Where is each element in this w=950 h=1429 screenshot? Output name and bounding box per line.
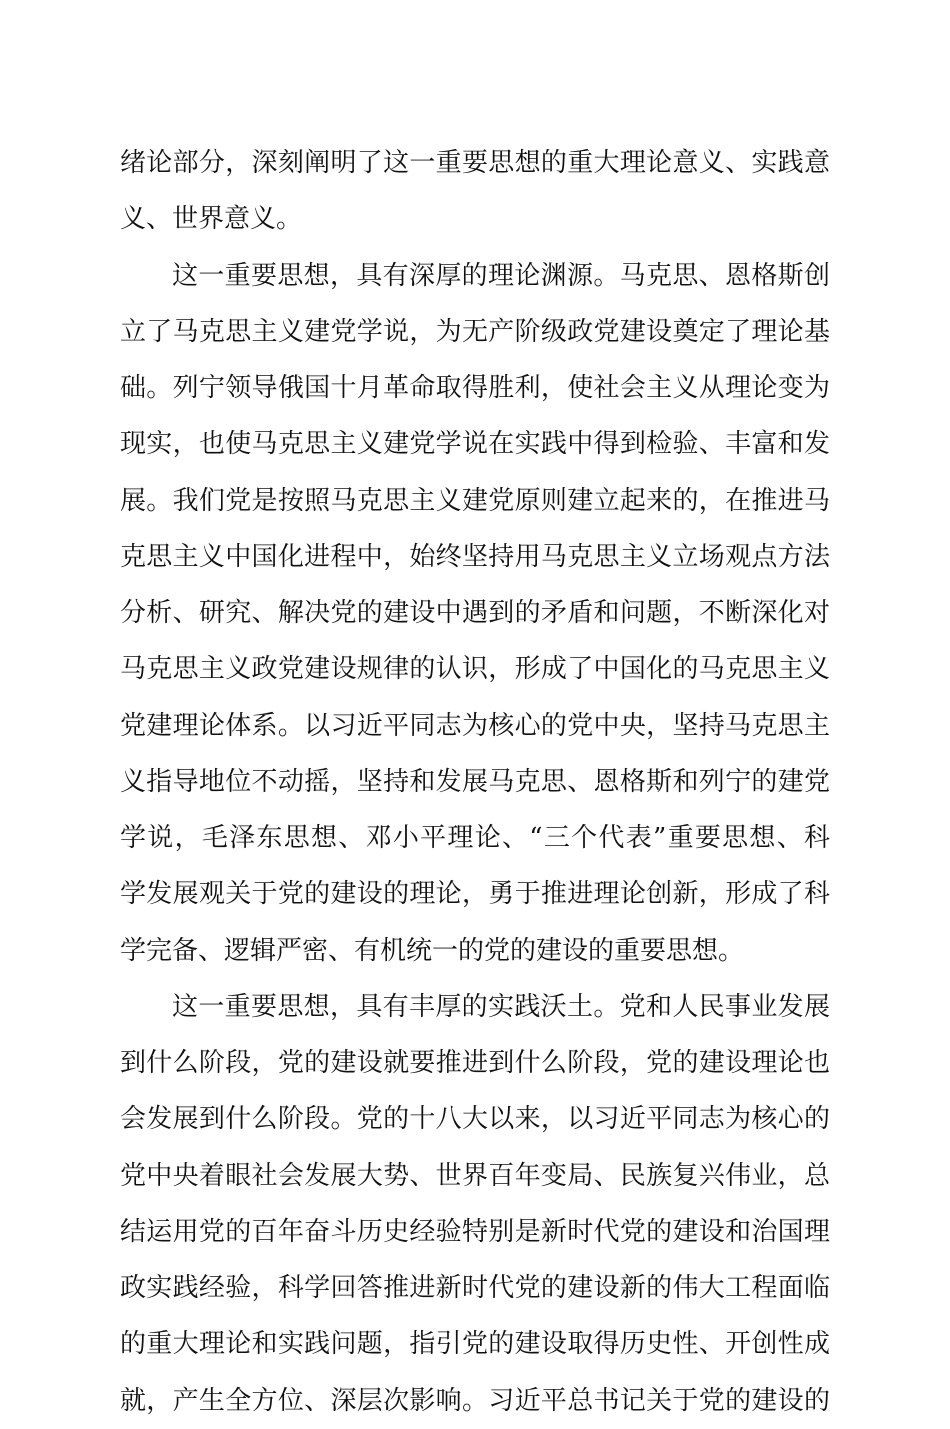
- text-line: 就，产生全方位、深层次影响。习近平总书记关于党的建设的: [120, 1385, 830, 1416]
- text-line: 现实，也使马克思主义建党学说在实践中得到检验、丰富和发: [120, 429, 830, 460]
- text-line: 义、世界意义。: [120, 204, 303, 235]
- text-line: 马克思主义政党建设规律的认识，形成了中国化的马克思主义: [120, 654, 830, 685]
- text-line: 政实践经验，科学回答推进新时代党的建设新的伟大工程面临: [120, 1273, 830, 1303]
- text-line: 学说，毛泽东思想、邓小平理论、“三个代表”重要思想、科: [120, 823, 830, 853]
- text-line: 学完备、逻辑严密、有机统一的党的建设的重要思想。: [120, 935, 745, 966]
- text-line: 础。列宁领导俄国十月革命取得胜利，使社会主义从理论变为: [120, 373, 830, 403]
- text-line: 这一重要思想，具有深厚的理论渊源。马克思、恩格斯创: [172, 260, 830, 291]
- paragraph-2: [120, 248, 830, 979]
- text-line: 党中央着眼社会发展大势、世界百年变局、民族复兴伟业，总: [120, 1160, 830, 1191]
- document-body: [120, 135, 830, 1429]
- text-line: 会发展到什么阶段。党的十八大以来，以习近平同志为核心的: [120, 1104, 830, 1135]
- text-line: 克思主义中国化进程中，始终坚持用马克思主义立场观点方法: [120, 541, 830, 572]
- text-line: 党建理论体系。以习近平同志为核心的党中央，坚持马克思主: [120, 710, 830, 741]
- paragraph-1: [120, 135, 830, 248]
- text-line: 展。我们党是按照马克思主义建党原则建立起来的，在推进马: [120, 485, 830, 516]
- text-line: 结运用党的百年奋斗历史经验特别是新时代党的建设和治国理: [120, 1216, 830, 1247]
- text-line: 这一重要思想，具有丰厚的实践沃土。党和人民事业发展: [172, 991, 830, 1022]
- text-line: 义指导地位不动摇，坚持和发展马克思、恩格斯和列宁的建党: [120, 766, 830, 797]
- paragraph-3: [120, 979, 830, 1429]
- text-line: 到什么阶段，党的建设就要推进到什么阶段，党的建设理论也: [120, 1048, 830, 1078]
- text-line: 绪论部分，深刻阐明了这一重要思想的重大理论意义、实践意: [120, 148, 830, 178]
- text-line: 学发展观关于党的建设的理论，勇于推进理论创新，形成了科: [120, 879, 830, 910]
- text-line: 立了马克思主义建党学说，为无产阶级政党建设奠定了理论基: [120, 316, 830, 347]
- text-line: 的重大理论和实践问题，指引党的建设取得历史性、开创性成: [120, 1329, 830, 1360]
- text-line: 分析、研究、解决党的建设中遇到的矛盾和问题，不断深化对: [120, 598, 830, 628]
